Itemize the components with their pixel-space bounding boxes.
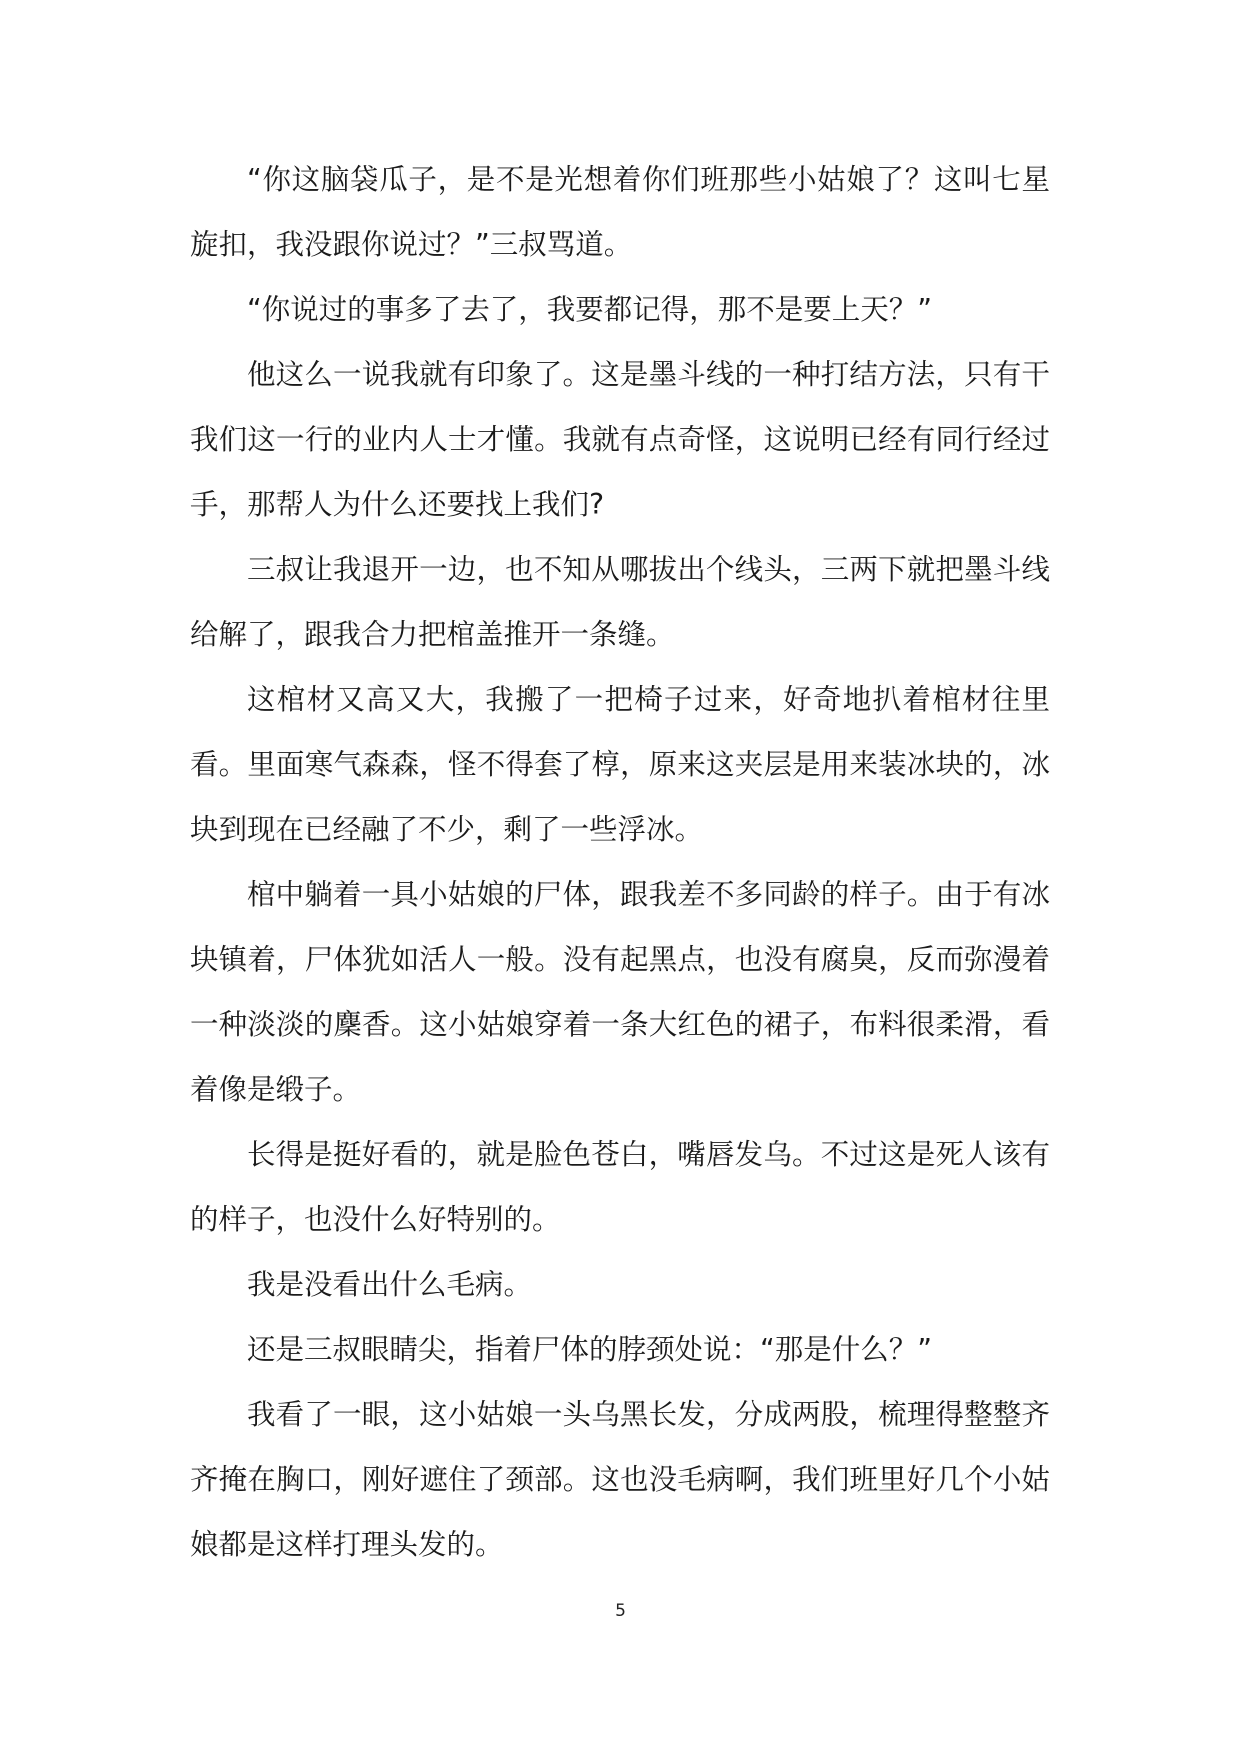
paragraph-5: 这棺材又高又大，我搬了一把椅子过来，好奇地扒着棺材往里看。里面寒气森森，怪不得套了椁，原来这夹层是用来装冰块的，冰块到现在已经融了不少，剩了一些浮冰。 (190, 683, 1050, 846)
paragraph-1: “你这脑袋瓜子，是不是光想着你们班那些小姑娘了？这叫七星旋扣，我没跟你说过？”三叔骂道。 (190, 163, 1050, 261)
paragraph-6: 棺中躺着一具小姑娘的尸体，跟我差不多同龄的样子。由于有冰块镇着，尸体犹如活人一般。没有起黑点，也没有腐臭，反而弥漫着一种淡淡的麇香。这小姑娘穿着一条大红色的裙子，布料很柔滑，看着像是缎子。 (190, 878, 1050, 1106)
paragraph-2: “你说过的事多了去了，我要都记得，那不是要上天？” (247, 293, 933, 326)
paragraph-3: 他这么一说我就有印象了。这是墨斗线的一种打结方法，只有干我们这一行的业内人士才懂。我就有点奇怪，这说明已经有同行经过手，那帮人为什么还要找上我们? (190, 358, 1050, 521)
paragraph-8: 我是没看出什么毛病。 (247, 1268, 533, 1301)
paragraph-4: 三叔让我退开一边，也不知从哪拔出个线头，三两下就把墨斗线给解了，跟我合力把棺盖推开一条缝。 (190, 553, 1050, 651)
page-number: 5 (615, 1601, 626, 1621)
paragraph-7: 长得是挺好看的，就是脸色苍白，嘴唇发乌。不过这是死人该有的样子，也没什么好特别的。 (190, 1138, 1050, 1236)
body-text (190, 147, 1050, 1577)
paragraph-9: 还是三叔眼睛尖，指着尸体的脖颈处说：“那是什么？” (247, 1333, 933, 1366)
paragraph-10: 我看了一眼，这小姑娘一头乌黑长发，分成两股，梳理得整整齐齐掩在胸口，刚好遮住了颈部。这也没毛病啊，我们班里好几个小姑娘都是这样打理头发的。 (190, 1398, 1050, 1561)
